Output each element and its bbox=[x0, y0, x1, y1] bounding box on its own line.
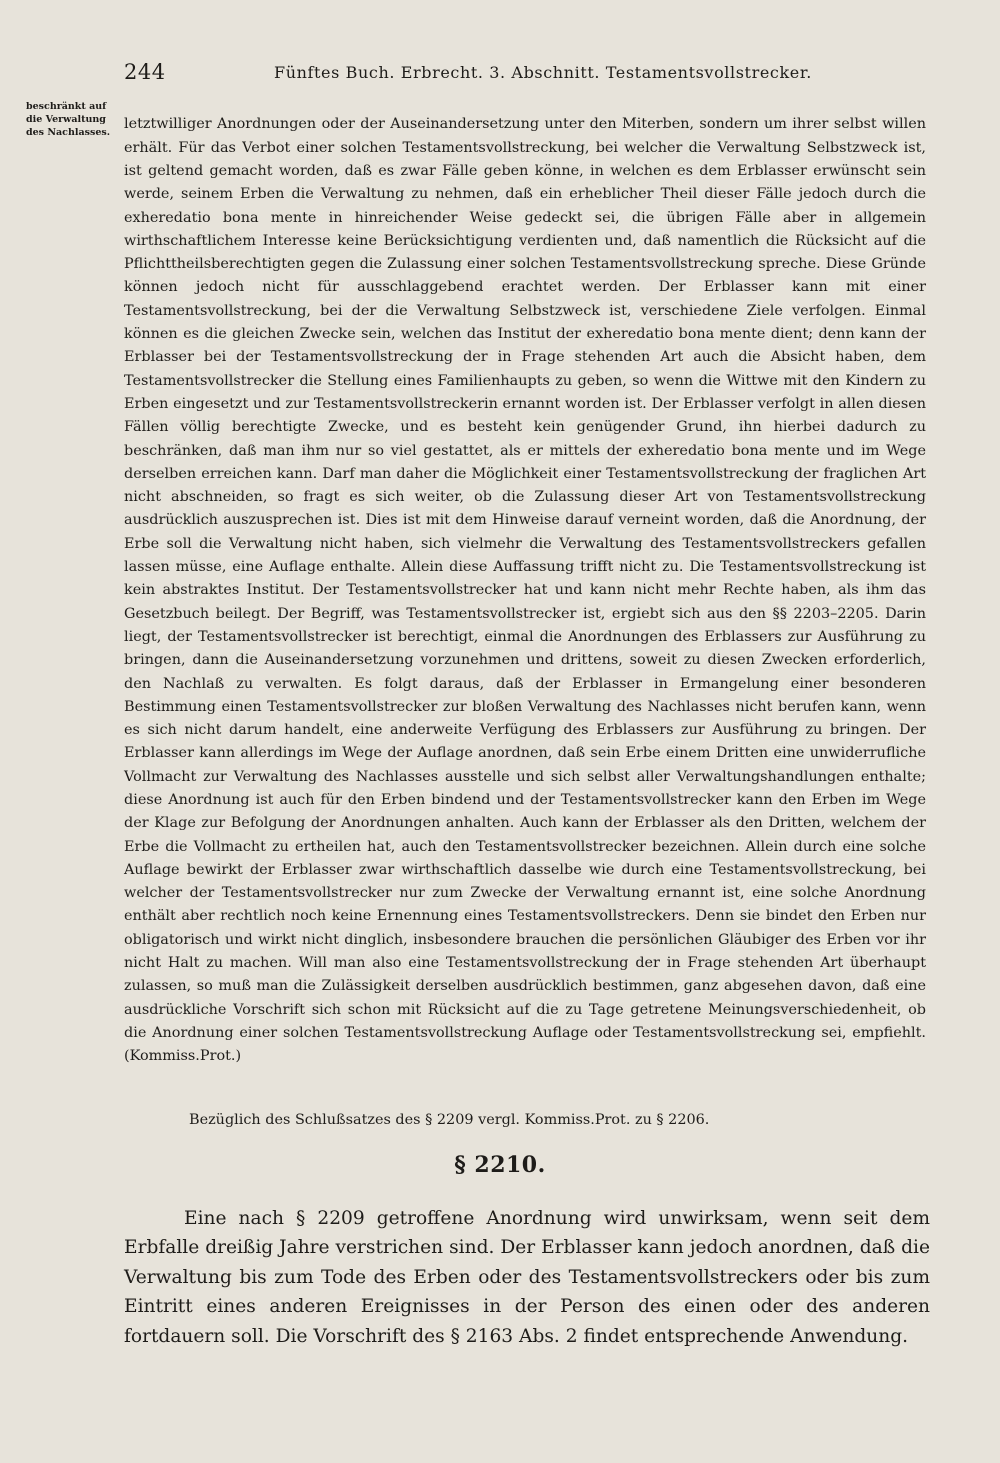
page-number: 244 bbox=[124, 60, 166, 84]
body-paragraph: letztwilliger Anordnungen oder der Auseinandersetzung unter den Miterben, sondern um ihrer selbst willen erhält. Für das Verbot einer solchen Testamentsvollstreckung, bei welcher die Verwaltung Selbstzweck ist, ist geltend gemacht worden, daß es zwar Fälle geben könne, in welchen es dem Erblasser erwünscht sein werde, seinem Erben die Verwaltung zu nehmen, daß ein erheblicher Theil dieser Fälle jedoch durch die exheredatio bona mente in hinreichender Weise gedeckt sei, die übrigen Fälle aber in allgemein wirthschaftlichem Interesse keine Berücksichtigung verdienten und, daß namentlich die Rücksicht auf die Pflichttheilsberechtigten gegen die Zulassung einer solchen Testamentsvollstreckung spreche. Diese Gründe können jedoch nicht für ausschlaggebend erachtet werden. Der Erblasser kann mit einer Testamentsvollstreckung, bei der die Verwaltung Selbstzweck ist, verschiedene Ziele verfolgen. Einmal können es die gleichen Zwecke sein, welchen das Institut der exheredatio bona mente dient; denn kann der Erblasser bei der Testamentsvollstreckung der in Frage stehenden Art auch die Absicht haben, dem Testamentsvollstrecker die Stellung eines Familienhaupts zu geben, so wenn die Wittwe mit den Kindern zu Erben eingesetzt und zur Testamentsvollstreckerin ernannt worden ist. Der Erblasser verfolgt in allen diesen Fällen völlig berechtigte Zwecke, und es besteht kein genügender Grund, ihn hierbei dadurch zu beschränken, daß man ihm nur so viel gestattet, als er mittels der exheredatio bona mente und im Wege derselben erreichen kann. Darf man daher die Möglichkeit einer Testamentsvollstreckung der fraglichen Art nicht abschneiden, so fragt es sich weiter, ob die Zulassung dieser Art von Testamentsvollstreckung ausdrücklich auszusprechen ist. Dies ist mit dem Hinweise darauf verneint worden, daß die Anordnung, der Erbe soll die Verwaltung nicht haben, sich vielmehr die Verwaltung des Testamentsvollstreckers gefallen lassen müsse, eine Auflage enthalte. Allein diese Auffassung trifft nicht zu. Die Testamentsvollstreckung ist kein abstraktes Institut. Der Testamentsvollstrecker hat und kann nicht mehr Rechte haben, als ihm das Gesetzbuch beilegt. Der Begriff, was Testamentsvollstrecker ist, ergiebt sich aus den §§ 2203–2205. Darin liegt, der Testamentsvollstrecker ist berechtigt, einmal die Anordnungen des Erblassers zur Ausführung zu bringen, dann die Auseinandersetzung vorzunehmen und drittens, soweit zu diesen Zwecken erforderlich, den Nachlaß zu verwalten. Es folgt daraus, daß der Erblasser in Ermangelung einer besonderen Bestimmung einen Testamentsvollstrecker zur bloßen Verwaltung des Nachlasses nicht berufen kann, wenn es sich nicht darum handelt, eine anderweite Verfügung des Erblassers zur Ausführung zu bringen. Der Erblasser kann allerdings im Wege der Auflage anordnen, daß sein Erbe einem Dritten eine unwiderrufliche Vollmacht zur Verwaltung des Nachlasses ausstelle und sich selbst aller Verwaltungshandlungen enthalte; diese Anordnung ist auch für den Erben bindend und der Testamentsvollstrecker kann den Erben im Wege der Klage zur Befolgung der Anordnungen anhalten. Auch kann der Erblasser als den Dritten, welchem der Erbe die Vollmacht zu ertheilen hat, auch den Testamentsvollstrecker bezeichnen. Allein durch eine solche Auflage bewirkt der Erblasser zwar wirthschaftlich dasselbe wie durch eine Testamentsvollstreckung, bei welcher der Testamentsvollstrecker nur zum Zwecke der Verwaltung ernannt ist, eine solche Anordnung enthält aber rechtlich noch keine Ernennung eines Testamentsvollstreckers. Denn sie bindet den Erben nur obligatorisch und wirkt nicht dinglich, insbesondere brauchen die persönlichen Gläubiger des Erben vor ihr nicht Halt zu machen. Will man also eine Testamentsvollstreckung der in Frage stehenden Art überhaupt zulassen, so muß man die Zulässigkeit derselben ausdrücklich bestimmen, ganz abgesehen davon, daß eine ausdrückliche Vorschrift sich schon mit Rücksicht auf die zu Tage getretene Meinungsverschiedenheit, ob die Anordnung einer solchen Testamentsvollstreckung Auflage oder Testamentsvollstreckung sei, empfiehlt. (Kommiss.Prot.) bbox=[124, 116, 926, 1065]
margin-note bbox=[26, 100, 126, 139]
margin-note-line: die Verwaltung bbox=[26, 114, 106, 125]
margin-note-line: des Nachlasses. bbox=[26, 127, 111, 138]
section-text: Eine nach § 2209 getroffene Anordnung wird unwirksam, wenn seit dem Erbfalle dreißig Jahre verstrichen sind. Der Erblasser kann jedoch anordnen, daß die Verwaltung bis zum Tode des Erben oder des Testamentsvollstreckers oder bis zum Eintritt eines anderen Ereignisses in der Person des einen oder des anderen fortdauern soll. Die Vorschrift des § 2163 Abs. 2 findet entsprechende Anwendung. bbox=[124, 1207, 930, 1347]
running-head: Fünftes Buch. Erbrecht. 3. Abschnitt. Testamentsvollstrecker. bbox=[274, 63, 812, 82]
reference-note: Bezüglich des Schlußsatzes des § 2209 vergl. Kommiss.Prot. zu § 2206. bbox=[189, 1112, 710, 1129]
page-header bbox=[124, 60, 926, 90]
margin-note-line: beschränkt auf bbox=[26, 101, 107, 112]
section-heading: § 2210. bbox=[454, 1152, 546, 1178]
